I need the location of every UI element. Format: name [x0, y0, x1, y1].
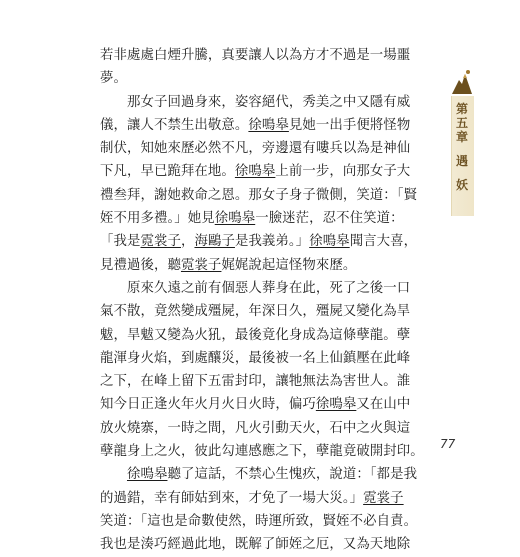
text-segment: 禮叁拜，謝她救命之恩。那女子身子微側，笑道：「賢: [100, 187, 418, 203]
text-segment: 笑道：「這也是命數使然，時運所致，賢姪不必自責。: [100, 513, 418, 529]
text-segment: 氣不散，竟然變成殭屍，年深日久，殭屍又變化為旱: [100, 304, 411, 320]
chapter-label: [452, 102, 472, 192]
text-line: [100, 277, 422, 300]
text-line: [100, 463, 422, 486]
text-line: [100, 510, 422, 533]
chapter-char-1: 第: [455, 102, 468, 116]
text-line: [100, 440, 422, 463]
text-segment: 我也是湊巧經過此地，既解了師姪之厄，又為天地除: [100, 537, 411, 553]
text-segment: 龍渾身火焰，到處釀災，最後被一名上仙鎮壓在此峰: [100, 350, 411, 366]
text-segment: 一臉迷茫，忍不住笑道：: [255, 211, 404, 227]
text-line: [100, 533, 422, 556]
text-segment: 聽了這話，不禁心生愧疚，說道：「都是我: [167, 467, 418, 483]
text-segment: 上前一步，向那女子大: [275, 164, 411, 180]
proper-name: 徐鳴皋: [214, 211, 256, 227]
text-line: [100, 300, 422, 323]
proper-name: 徐鳴皋: [248, 117, 289, 133]
text-segment: 放火燒寨，一時之間，凡火引動天火，石中之火與這: [100, 420, 411, 436]
page-number: 77: [440, 437, 456, 451]
text-line: [100, 160, 422, 183]
text-segment: 聞言大喜，: [349, 234, 418, 250]
mountain-emblem-icon: [450, 66, 474, 96]
text-segment: 「我是: [100, 234, 141, 250]
text-segment: 見她一出手便將怪物: [288, 117, 411, 133]
text-line: [100, 254, 422, 277]
proper-name: 霓裳子: [363, 490, 404, 506]
text-line: [100, 44, 422, 67]
text-segment: 娓娓說起這怪物來歷。: [221, 257, 357, 273]
text-segment: 是我義弟。」: [234, 234, 310, 250]
text-line: [100, 91, 422, 114]
text-line: [100, 417, 422, 440]
proper-name: 徐鳴皋: [315, 397, 357, 413]
proper-name: 徐鳴皋: [126, 467, 168, 483]
chapter-title-char-1: 遇: [455, 154, 468, 168]
text-line: [100, 324, 422, 347]
chapter-char-3: 章: [455, 130, 468, 144]
text-segment: 原來久遠之前有個惡人葬身在此，死了之後一口: [100, 280, 411, 296]
chapter-title-char-2: 妖: [455, 178, 468, 192]
text-line: [100, 184, 422, 207]
text-segment: 下凡，早已跪拜在地。: [100, 164, 235, 180]
text-line: [100, 347, 422, 370]
text-line: [100, 393, 422, 416]
text-line: [100, 487, 422, 510]
text-segment: 儀，讓人不禁生出敬意。: [100, 117, 249, 133]
text-line: [100, 114, 422, 137]
proper-name: 海鷗子: [194, 234, 235, 250]
text-segment: 制伏，知她來歷必然不凡，旁邊還有嘍兵以為是神仙: [100, 141, 411, 157]
text-segment: 魃，旱魃又變為火犼，最後竟化身成為這條孽龍。孽: [100, 327, 411, 343]
text-line: [100, 137, 422, 160]
text-segment: 夢。: [100, 71, 127, 87]
text-segment: 的過錯，幸有師姑到來，才免了一場大災。」: [100, 490, 364, 506]
text-line: [100, 370, 422, 393]
body-text: [100, 44, 422, 557]
proper-name: 徐鳴皋: [234, 164, 276, 180]
text-segment: ，: [180, 234, 195, 250]
proper-name: 霓裳子: [180, 257, 222, 273]
text-segment: 之下，在峰上留下五雷封印，讓牠無法為害世人。誰: [100, 374, 411, 390]
text-line: [100, 67, 422, 90]
text-line: [100, 207, 422, 230]
proper-name: 徐鳴皋: [309, 234, 350, 250]
text-segment: 那女子回過身來，姿容絕代，秀美之中又隱有威: [100, 94, 411, 110]
text-segment: 知今日正逢火年火月火日火時，偏巧: [100, 397, 316, 413]
proper-name: 霓裳子: [140, 234, 181, 250]
text-segment: 見禮過後，聽: [100, 257, 181, 273]
text-segment: [100, 467, 127, 482]
text-segment: 若非處處白煙升騰，真要讓人以為方才不過是一場噩: [100, 48, 411, 63]
text-segment: 孽龍身上之火，彼此勾連感應之下，孽龍竟破開封印。: [100, 444, 424, 460]
text-segment: 姪不用多禮。」她見: [100, 211, 215, 227]
text-line: [100, 230, 422, 253]
text-segment: 又在山中: [356, 397, 411, 413]
chapter-char-2: 五: [455, 116, 468, 130]
